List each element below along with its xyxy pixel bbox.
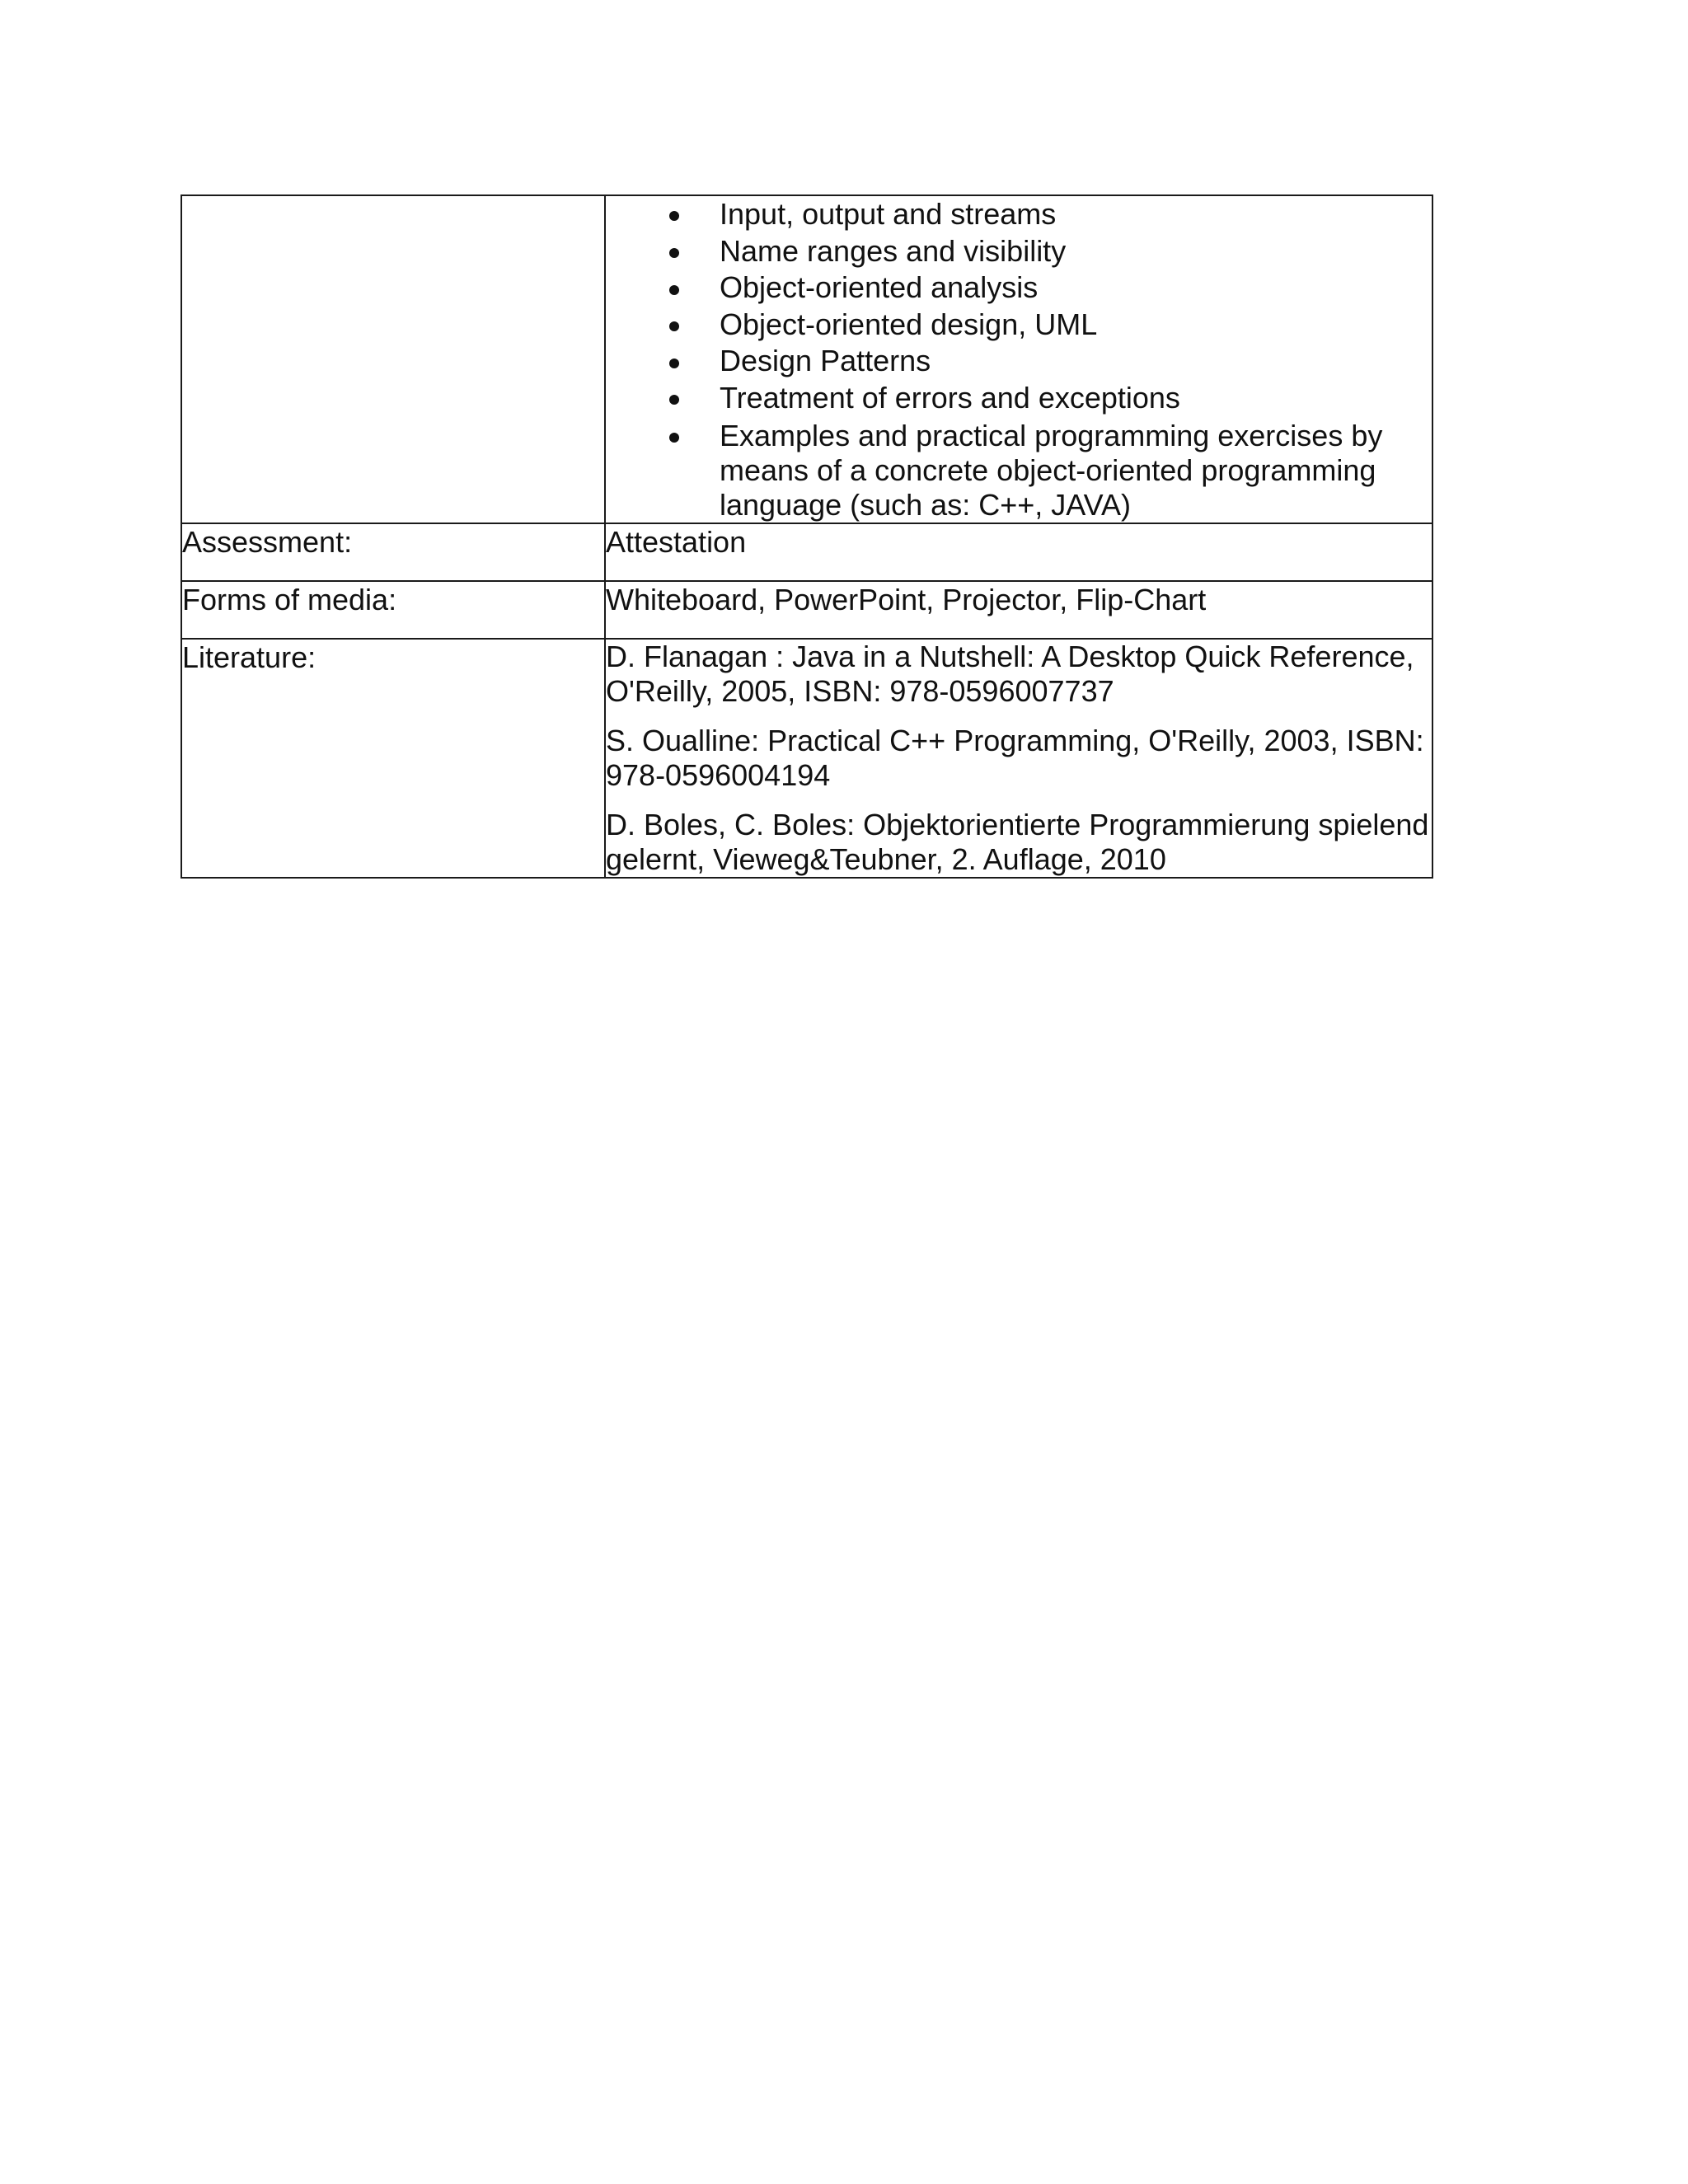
table-row-literature (181, 639, 1432, 878)
topic-text: Examples and practical programming exercises by means of a concrete object-oriented programming language (such as: C++, JAVA) (720, 418, 1383, 522)
topic-text: Object-oriented analysis (720, 270, 1039, 305)
topic-list (606, 196, 1432, 523)
bullet-icon (668, 233, 680, 270)
list-item (606, 269, 1432, 307)
bullet-icon (668, 269, 680, 307)
topic-text: Design Patterns (720, 344, 931, 378)
literature-label: Literature: (181, 639, 605, 878)
bullet-icon (668, 196, 680, 233)
media-label: Forms of media: (181, 581, 605, 639)
bullet-icon (668, 307, 680, 344)
literature-value-cell (605, 639, 1432, 878)
bullet-icon (668, 343, 680, 380)
topic-text: Object-oriented design, UML (720, 307, 1098, 341)
topic-text: Input, output and streams (720, 197, 1057, 231)
literature-entry: D. Flanagan : Java in a Nutshell: A Desktop Quick Reference, O'Reilly, 2005, ISBN: 978-0596007737 (606, 639, 1414, 708)
topic-text: Treatment of errors and exceptions (720, 380, 1180, 415)
list-item (606, 419, 1432, 523)
list-item (606, 307, 1432, 344)
list-item (606, 343, 1432, 380)
bullet-icon (668, 419, 680, 453)
literature-entry: D. Boles, C. Boles: Objektorientierte Programmierung spielend gelernt, Vieweg&Teubner, 2. Auflage, 2010 (606, 807, 1429, 876)
table-row-topics (181, 195, 1432, 523)
topic-text: Name ranges and visibility (720, 233, 1067, 268)
table-row-assessment (181, 523, 1432, 581)
bullet-icon (668, 380, 680, 417)
topics-label-cell (181, 195, 605, 523)
table-row-media (181, 581, 1432, 639)
media-value: Whiteboard, PowerPoint, Projector, Flip-Chart (605, 581, 1432, 639)
assessment-value: Attestation (605, 523, 1432, 581)
topics-value-cell (605, 195, 1432, 523)
list-item (606, 196, 1432, 233)
list-item (606, 233, 1432, 270)
assessment-label: Assessment: (181, 523, 605, 581)
literature-entry: S. Oualline: Practical C++ Programming, O'Reilly, 2003, ISBN: 978-0596004194 (606, 723, 1424, 792)
list-item (606, 380, 1432, 417)
module-description-table (181, 194, 1433, 879)
